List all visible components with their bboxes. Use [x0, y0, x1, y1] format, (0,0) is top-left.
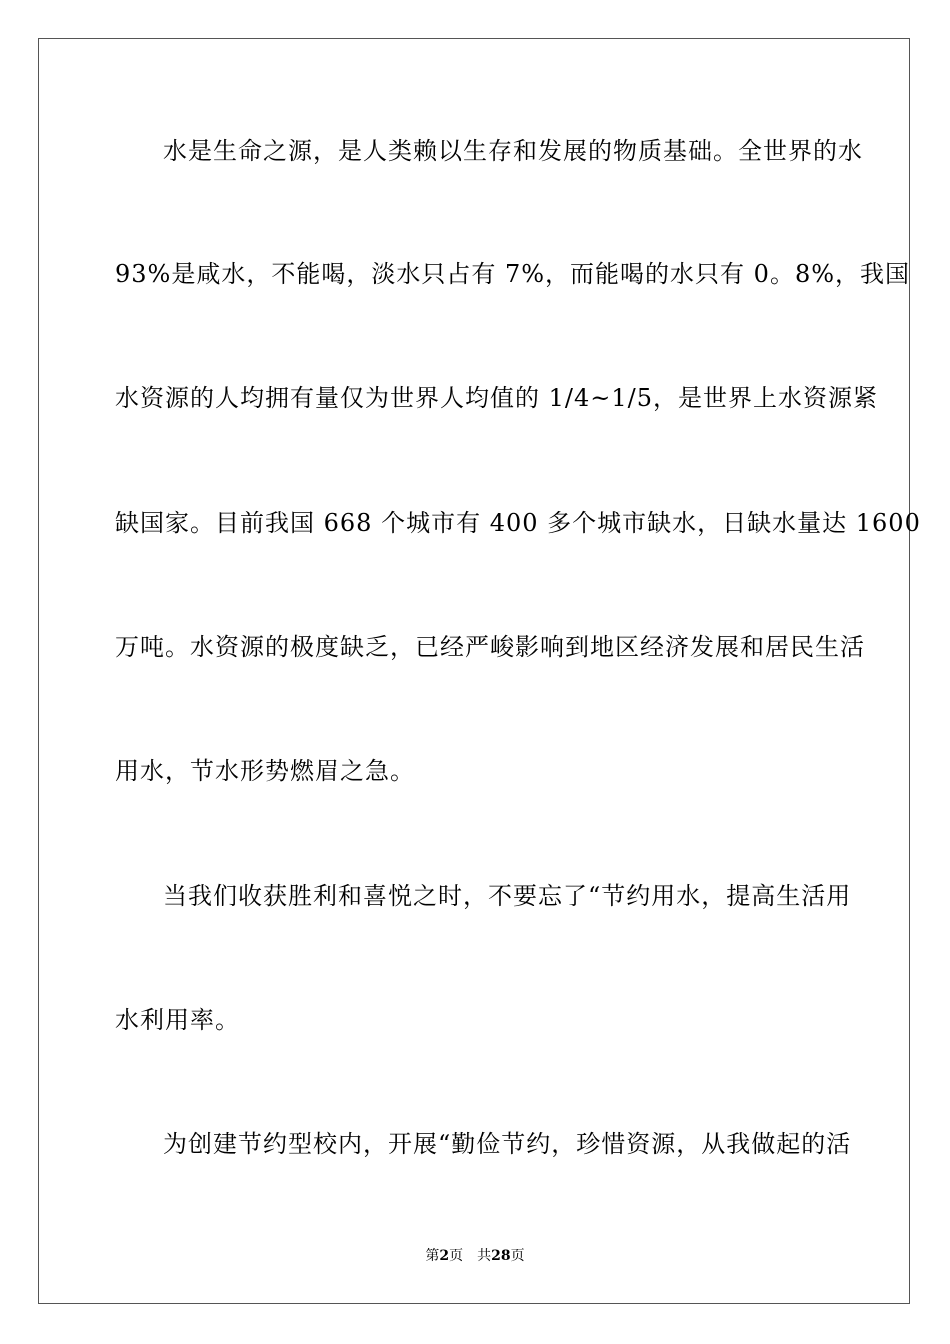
- paragraph-1-line-5: 万吨。水资源的极度缺乏，已经严峻影响到地区经济发展和居民生活: [115, 633, 865, 661]
- footer-total-suffix: 页: [510, 1248, 525, 1264]
- footer-page-prefix: 第: [425, 1248, 440, 1264]
- footer-page-total: 28: [491, 1248, 511, 1264]
- paragraph-1-line-3: 水资源的人均拥有量仅为世界人均值的 1/4~1/5，是世界上水资源紧: [115, 384, 878, 412]
- page-border: [38, 38, 921, 1304]
- paragraph-2-line-1: 当我们收获胜利和喜悦之时，不要忘了“节约用水，提高生活用: [163, 882, 852, 910]
- page-footer: [0, 1247, 950, 1265]
- paragraph-1-line-6: 用水，节水形势燃眉之急。: [115, 757, 415, 785]
- footer-total-prefix: 共: [477, 1248, 492, 1264]
- paragraph-3-line-1: 为创建节约型校内，开展“勤俭节约，珍惜资源，从我做起的活: [163, 1130, 852, 1158]
- paragraph-1-line-1: 水是生命之源，是人类赖以生存和发展的物质基础。全世界的水: [163, 137, 863, 165]
- footer-page-suffix: 页: [449, 1248, 464, 1264]
- footer-page-current: 2: [439, 1248, 450, 1264]
- paragraph-1-line-2: 93%是咸水，不能喝，淡水只占有 7%，而能喝的水只有 0。8%，我国: [115, 260, 911, 288]
- paragraph-1-line-4: 缺国家。目前我国 668 个城市有 400 多个城市缺水，日缺水量达 1600: [115, 509, 921, 537]
- paragraph-2-line-2: 水利用率。: [115, 1006, 240, 1034]
